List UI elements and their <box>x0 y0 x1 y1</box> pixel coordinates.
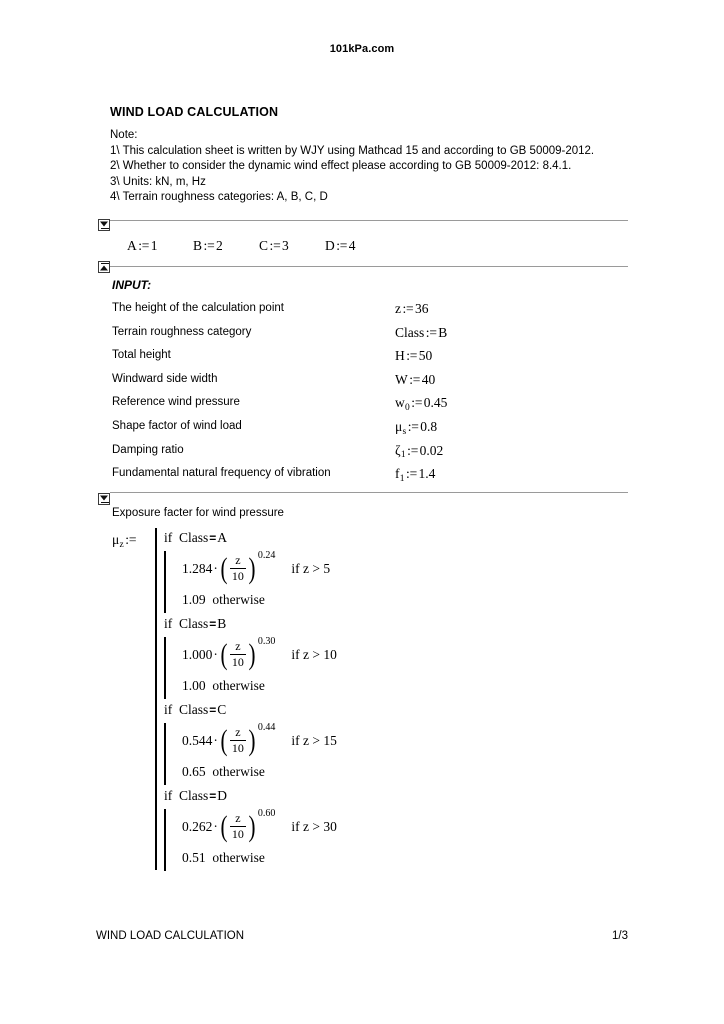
branch-otherwise: 0.51 otherwise <box>182 850 265 865</box>
exposure-branch <box>155 700 337 786</box>
input-row <box>112 444 632 468</box>
page-title: WIND LOAD CALCULATION <box>110 105 279 119</box>
branch-expression: 1.284 · ( $\frac{z}{10}$ ) 0.24 if z > 5 <box>182 550 331 585</box>
branch-fraction: $\frac{z}{10}$ <box>231 724 244 755</box>
input-row <box>112 349 632 373</box>
branch-condition-tail: if z > 15 <box>291 732 337 748</box>
branch-expression: 0.544 · ( $\frac{z}{10}$ ) 0.44 if z > 15 <box>182 722 337 757</box>
branch-body <box>155 634 337 700</box>
branch-otherwise: 1.09 otherwise <box>182 592 265 607</box>
input-row <box>112 396 632 420</box>
input-label: Terrain roughness category <box>112 325 252 338</box>
input-label: Total height <box>112 349 171 362</box>
exposure-branch <box>155 614 337 700</box>
note-block <box>110 128 594 206</box>
branch-fraction: $\frac{z}{10}$ <box>231 552 244 583</box>
site-title: 101kPa.com <box>329 43 395 55</box>
branch-otherwise: 1.00 otherwise <box>182 678 265 693</box>
branch-exponent: 0.44 <box>257 722 276 733</box>
input-section-heading: INPUT: <box>112 278 152 292</box>
constant-C: C := 3 <box>259 238 289 253</box>
input-row <box>112 326 632 350</box>
exposure-caption: Exposure facter for wind pressure <box>112 507 284 519</box>
branch-exponent: 0.60 <box>257 808 276 819</box>
input-row <box>112 302 632 326</box>
triangle-up-icon[interactable] <box>98 261 110 273</box>
input-value: $\zeta_1$ := 0.02 <box>395 442 444 461</box>
exposure-result-variable: $\mu_z$ := <box>112 532 137 550</box>
note-heading: Note: <box>110 129 138 141</box>
note-item: 4\ Terrain roughness categories: A, B, C, D <box>110 191 328 204</box>
input-row <box>112 467 632 491</box>
input-label: Shape factor of wind load <box>112 419 242 432</box>
branch-condition-tail: if z > 10 <box>291 646 337 662</box>
branch-coefficient: 0.262 <box>182 818 213 834</box>
page-number: 1/3 <box>612 930 628 942</box>
input-value: $w_0$ := 0.45 <box>395 395 448 414</box>
branch-fraction: $\frac{z}{10}$ <box>231 638 244 669</box>
constant-D: D := 4 <box>325 238 356 253</box>
note-item: 3\ Units: kN, m, Hz <box>110 175 206 188</box>
branch-coefficient: 1.284 <box>182 560 213 576</box>
footer-title: WIND LOAD CALCULATION <box>96 930 245 942</box>
input-value: H := 50 <box>395 348 433 364</box>
input-value: $f_1$ := 1.4 <box>395 466 436 484</box>
branch-otherwise: 0.65 otherwise <box>182 764 265 779</box>
branch-coefficient: 1.000 <box>182 646 213 662</box>
branch-condition: if Class=C <box>164 702 227 717</box>
branch-condition: if Class=A <box>164 530 228 545</box>
triangle-down-icon[interactable] <box>98 219 110 231</box>
branch-condition: if Class=D <box>164 788 228 803</box>
branch-body <box>155 806 337 872</box>
triangle-down-icon[interactable] <box>98 493 110 505</box>
input-row <box>112 373 632 397</box>
input-label: Fundamental natural frequency of vibration <box>112 467 331 480</box>
branch-fraction: $\frac{z}{10}$ <box>231 810 244 841</box>
region-separator-rule <box>110 492 628 493</box>
input-row <box>112 420 632 444</box>
branch-exponent: 0.24 <box>257 550 276 561</box>
input-value: W := 40 <box>395 371 436 387</box>
input-label: Damping ratio <box>112 443 184 456</box>
region-separator-rule <box>110 266 628 267</box>
note-item: 2\ Whether to consider the dynamic wind effect please according to GB 50009-2012: 8.4.1. <box>110 160 572 173</box>
constant-B: B := 2 <box>193 238 223 253</box>
constant-A: A := 1 <box>127 238 158 253</box>
input-value: $\mu_s$ := 0.8 <box>395 418 438 437</box>
branch-condition: if Class=B <box>164 616 227 631</box>
branch-expression: 1.000 · ( $\frac{z}{10}$ ) 0.30 if z > 10 <box>182 636 337 671</box>
branch-condition-tail: if z > 5 <box>291 560 331 576</box>
input-label: The height of the calculation point <box>112 302 284 314</box>
region-separator-rule <box>110 220 628 221</box>
input-value: z := 36 <box>395 301 429 316</box>
exposure-program-block <box>155 528 337 872</box>
branch-body <box>155 548 331 614</box>
input-value: Class := B <box>395 324 448 340</box>
input-label: Windward side width <box>112 372 218 385</box>
note-item: 1\ This calculation sheet is written by WJY using Mathcad 15 and according to GB 50009-2012. <box>110 144 595 157</box>
exposure-branch <box>155 528 331 614</box>
input-table <box>112 302 632 491</box>
branch-expression: 0.262 · ( $\frac{z}{10}$ ) 0.60 if z > 30 <box>182 808 337 843</box>
branch-coefficient: 0.544 <box>182 732 213 748</box>
branch-exponent: 0.30 <box>257 636 276 647</box>
input-label: Reference wind pressure <box>112 396 240 409</box>
exposure-branch <box>155 786 337 872</box>
constants-row <box>127 238 391 254</box>
branch-condition-tail: if z > 30 <box>291 818 337 834</box>
branch-body <box>155 720 337 786</box>
